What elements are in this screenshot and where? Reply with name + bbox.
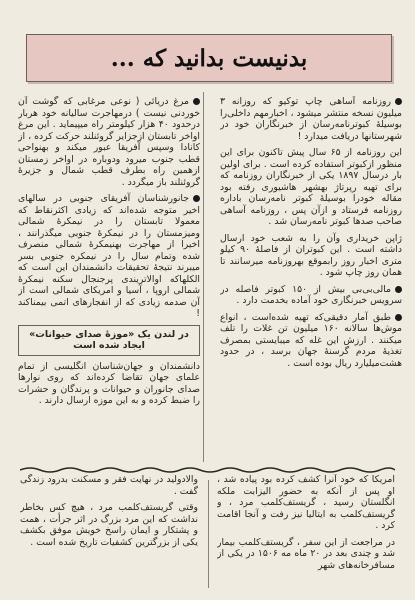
section-divider <box>20 460 395 470</box>
header-banner <box>26 34 392 82</box>
bullet-icon <box>193 195 200 202</box>
page-title: بدنیست بدانید که ... <box>110 44 308 72</box>
paragraph-zoologists: جانورشناسان آفریقای جنوبی در سالهای اخیر متوجه شده‌اند که زیادی اکثرنقاط که معمولا تابستان را در نیمکرهٔ شمالی ومیزمستان را در نیمکرهٔ جنوبی میگذرانند ، اخیرا از مهاجرت بهنیمکرهٔ شمالی منصرف شده وتمام سال را در نیمکره جنوبی بسر میبرند نتیجهٔ تحقیقات دانشمندان این است که الکلهاکه اوالاتریندی پرجنجال سکنه نیمکرهٔ شمالی اروپا ، آسیا و امریکای شمالی است از آن صدمه زیادی که از انفجارهای اتمی بیمناکند ! <box>18 193 200 319</box>
bullet-icon <box>395 314 402 321</box>
paragraph-pigeons-distance: ژاپن خریداری وآن را به شعب خود ارسال داشته است . این کبوتران از فاصلهٔ ۹۰ کیلو متری اخبار روز رابموقع بهروزنامه میرسانند تا همان روز چاپ شود . <box>220 232 402 278</box>
paragraph-columbus-2: در مراجعت از این سفر ، گریستف‌کلمب بیمار شد و چندی بعد در ۲۰ ماه مه ۱۵۰۶ در یکی از مسافرخانه‌های شهر <box>217 536 395 571</box>
paragraph-museum: دانشمندان و جهان‌شناسان انگلیسی از تمام علمای جهان تقاضا کرده‌اند که روی نوارها صدای جانوران و حیوانات و پرندگان و حشرات را ضبط کرده و به این موزه ارسال دارند . <box>18 360 200 406</box>
paragraph-pigeons-history: این روزنامه از ۶۵ سال پیش تاکنون برای این منظور ازکبوتر استفاده کرده است . برای اولین بار درسال ۱۸۹۷ یکی از خبرنگاران روزنامه که برای تهیه رپرتاژ بهشهر هاشیوری رفته بود مقاله خودرا بوسیلهٔ کبوتر نامه‌رسان باداره روزنامه فرستاد و ازآن پس ، روزنامه آساهی صاحب صدها کبوتر نامه‌رسان شد . <box>220 147 402 227</box>
bullet-icon <box>395 98 402 105</box>
bullet-icon <box>193 98 200 105</box>
paragraph-columbus-1: امریکا که خود آنرا کشف کرده بود پیاده شد ، او پس از آنکه به حضور الیزابت ملکه انگلستان رسید ، گریستف‌کلمب مرد ، و گریستف‌کلمب به ایتالیا نیز رفت و آنجا اقامت کرد . <box>217 474 395 531</box>
left-column <box>18 96 200 458</box>
right-column <box>220 96 402 458</box>
paragraph-columbus-4: وقتی گریستف‌کلمب مرد ، هیچ کس بخاطر نداشت که این مرد بزرگ در اثر جرأت ، همت و پشتکار و ایمان راسخ خویش موفق بکشف یکی از بزرگترین کشفیات تاریخ شده است . <box>20 502 198 548</box>
paragraph-seabird: مرغ دریائی ( نوعی مرغابی که گوشت آن خوردنی نیست ) درمهاجرت سالیانه خود هربار درحدود ۴۰ هزار کیلومتر راه میپیماید . این مرغ اواخر تابستان ازجزایر گروئنلند حرکت کرده ، از کانادا وسپس آفریقا عبور میکند و بهنواحی قطب جنوب میرود ودوباره در اواخر زمستان ازهمین راه بطرف قطب شمال و جزیرهٔ گروئنلند باز میگردد . <box>18 96 200 188</box>
paragraph-columbus-3: والادولید در نهایت فقر و مسکنت بدرود زندگی گفت . <box>20 474 198 497</box>
paragraph-mice: طبق آمار دقیقی‌که تهیه شده‌است ، انواع موش‌ها سالانه ۱۶۰ میلیون تن غلات را تلف میکنند . ارزش این غله که میبایستی بمصرف تغذیهٔ مردم گرسنهٔ جهان برسد ، در حدود هشت‌میلیارد ریال بوده است . <box>220 311 402 369</box>
museum-box: در لندن یک «موزهٔ صدای حیوانات» ایجاد شده است <box>18 325 200 356</box>
main-columns <box>18 96 402 458</box>
bottom-left-column <box>20 474 198 592</box>
bottom-right-column <box>217 474 395 592</box>
paragraph-asahi: روزنامه آساهی چاپ توکیو که روزانه ۳ میلیون نسخه منتشر میشود ، اخبارمهم داخلی‌را بوسیلهٔ کبوترنامه‌رسان از خبرنگاران خود در شهرستانها دریافت میدارد ! <box>220 96 402 142</box>
bullet-icon <box>395 286 402 293</box>
paragraph-pigeons-service: مالی‌بی‌بی بیش از ۱۵۰ کبوتر فاصله در سرویس خبرنگاری خود آماده بخدمت دارد . <box>220 283 402 306</box>
bottom-section <box>20 474 395 592</box>
